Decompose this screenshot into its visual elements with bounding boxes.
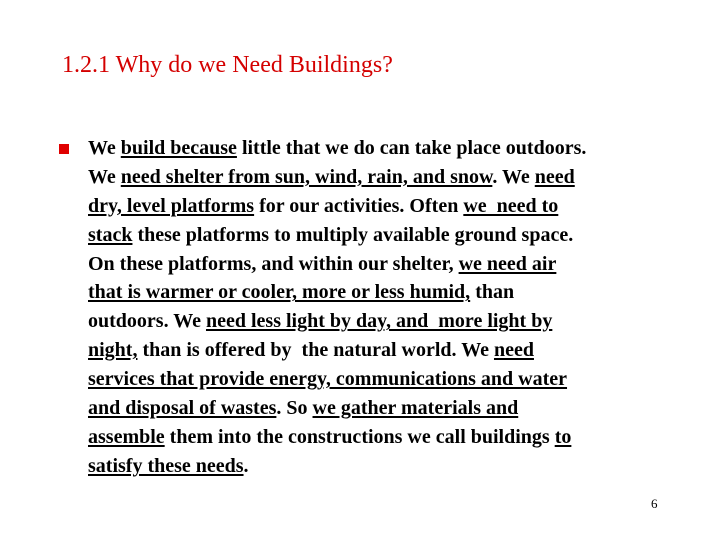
underlined-phrase: need <box>534 165 575 188</box>
underlined-phrase: we need air <box>458 252 557 275</box>
text-line <box>88 336 698 365</box>
text-segment: . So <box>276 397 313 420</box>
slide-title: 1.2.1 Why do we Need Buildings? <box>62 52 393 78</box>
underlined-phrase: night, <box>88 339 138 362</box>
text-line <box>88 452 698 481</box>
text-segment: than <box>470 281 515 304</box>
text-line <box>88 394 698 423</box>
text-segment: them into the constructions we call buildings <box>164 425 555 448</box>
underlined-phrase: and disposal of wastes <box>88 397 277 420</box>
page-number: 6 <box>651 496 658 511</box>
underlined-phrase: dry, level platforms <box>88 194 255 217</box>
underlined-phrase: that is warmer or cooler, more or less humid, <box>88 281 471 304</box>
text-line <box>88 365 698 394</box>
text-line <box>88 134 698 163</box>
underlined-phrase: assemble <box>88 425 165 448</box>
underlined-phrase: satisfy these needs <box>88 454 244 477</box>
text-segment: . We <box>492 165 535 188</box>
text-segment: for our activities. Often <box>254 194 464 217</box>
text-segment: little that we do can take place outdoors. <box>236 137 587 159</box>
bullet-paragraph <box>88 134 698 481</box>
text-line <box>88 192 698 221</box>
text-segment: On these platforms, and within our shelter, <box>88 252 459 275</box>
text-segment: than is offered by the natural world. We <box>137 339 494 362</box>
underlined-phrase: need shelter from sun, wind, rain, and snow <box>120 165 493 188</box>
text-line <box>88 278 698 307</box>
text-segment: these platforms to multiply available ground space. <box>132 223 574 246</box>
underlined-phrase: stack <box>88 223 133 246</box>
text-line <box>88 250 698 279</box>
text-segment: We <box>88 165 121 188</box>
text-segment: . <box>243 454 249 477</box>
underlined-phrase: we gather materials and <box>312 397 519 420</box>
underlined-phrase: we need to <box>463 194 559 217</box>
square-bullet-icon <box>59 144 69 154</box>
underlined-phrase: services that provide energy, communications and water <box>88 368 568 391</box>
text-segment: outdoors. We <box>88 310 206 333</box>
text-segment: We <box>88 137 121 159</box>
underlined-phrase: build because <box>120 137 237 159</box>
text-line <box>88 307 698 336</box>
text-line <box>88 163 698 192</box>
underlined-phrase: to <box>554 425 572 448</box>
underlined-phrase: need less light by day, and more light by <box>205 310 553 333</box>
text-line <box>88 423 698 452</box>
text-line <box>88 221 698 250</box>
underlined-phrase: need <box>493 339 534 362</box>
